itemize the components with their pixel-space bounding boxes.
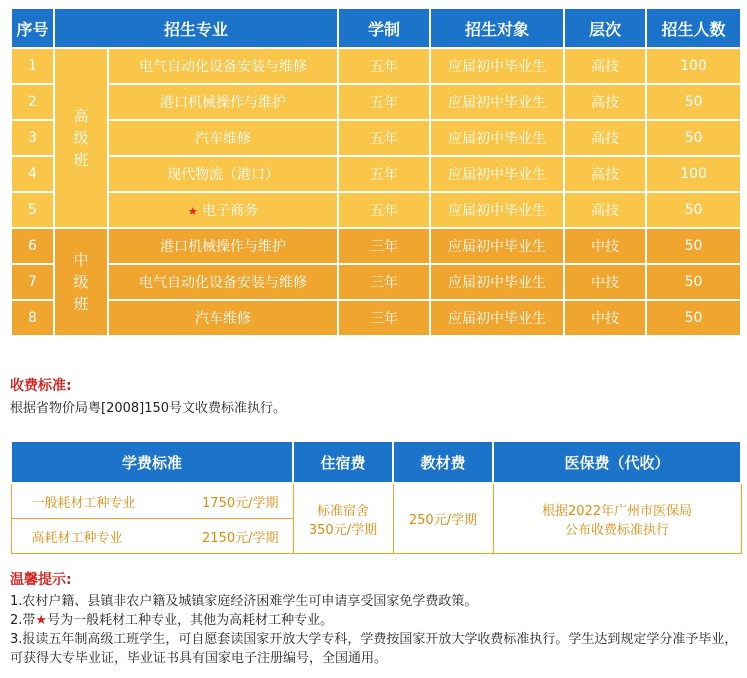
row-no: 1	[11, 48, 54, 84]
group-char: 级	[73, 129, 89, 147]
tuition-amount: 2150元/学期	[202, 530, 279, 546]
row-no: 5	[11, 192, 54, 228]
group-char: 班	[73, 151, 89, 169]
header-duration: 学制	[338, 8, 430, 48]
row-target: 应届初中毕业生	[430, 300, 564, 336]
row-level: 中技	[564, 228, 646, 264]
row-level: 高技	[564, 192, 646, 228]
row-duration: 三年	[338, 300, 430, 336]
row-target: 应届初中毕业生	[430, 264, 564, 300]
row-duration: 五年	[338, 156, 430, 192]
tips-title: 温馨提示:	[10, 572, 72, 588]
textbook-cell: 250元/学期	[393, 483, 493, 554]
table-row	[11, 264, 741, 300]
row-level: 高技	[564, 48, 646, 84]
fee-table	[10, 440, 742, 554]
fee-standard-note: 根据省物价局粤[2008]150号文收费标准执行。	[10, 401, 287, 416]
fee-standard-title: 收费标准:	[10, 378, 72, 394]
accommodation-cell	[293, 483, 393, 554]
row-duration: 五年	[338, 84, 430, 120]
table-row	[11, 48, 741, 84]
row-major: 港口机械操作与维护	[108, 228, 338, 264]
enrollment-table	[10, 7, 742, 337]
header-level: 层次	[564, 8, 646, 48]
tip-item: 1.农村户籍、县镇非农户籍及城镇家庭经济困难学生可申请享受国家免学费政策。	[10, 594, 478, 609]
tips-list	[10, 592, 740, 668]
row-count: 50	[646, 300, 741, 336]
row-target: 应届初中毕业生	[430, 48, 564, 84]
table-row	[11, 120, 741, 156]
group-char: 高	[73, 107, 89, 125]
tip-prefix: 2.带	[10, 613, 36, 628]
row-count: 50	[646, 84, 741, 120]
row-major: 电气自动化设备安装与维修	[108, 48, 338, 84]
star-icon: ★	[35, 613, 48, 628]
header-major: 招生专业	[54, 8, 338, 48]
insurance-line: 根据2022年广州市医保局	[541, 503, 693, 519]
row-count: 50	[646, 228, 741, 264]
tuition-amount: 1750元/学期	[202, 495, 279, 511]
table-row	[11, 300, 741, 336]
row-target: 应届初中毕业生	[430, 120, 564, 156]
row-no: 4	[11, 156, 54, 192]
tip-item: 3.报读五年制高级工班学生，可自愿套读国家开放大学专科，学费按国家开放大学收费标准执行。学生达到规定学分准予毕业，可获得大专毕业证，毕业证书具有国家电子注册编号，全国通用。	[10, 632, 738, 666]
star-icon: ★	[187, 205, 198, 218]
header-tuition: 学费标准	[11, 441, 293, 483]
row-duration: 五年	[338, 192, 430, 228]
row-no: 8	[11, 300, 54, 336]
header-accommodation: 住宿费	[293, 441, 393, 483]
group-advanced	[54, 48, 108, 228]
header-insurance: 医保费（代收）	[493, 441, 741, 483]
row-level: 中技	[564, 300, 646, 336]
row-count: 50	[646, 120, 741, 156]
row-target: 应届初中毕业生	[430, 156, 564, 192]
tip-text: 号为一般耗材工种专业，其他为高耗材工种专业。	[47, 613, 334, 628]
tuition-cell	[11, 483, 293, 519]
fee-header-row	[11, 441, 741, 483]
table-row	[11, 228, 741, 264]
fee-row	[11, 483, 741, 519]
tip-item	[10, 611, 740, 630]
row-major: 电气自动化设备安装与维修	[108, 264, 338, 300]
enrollment-header-row	[11, 8, 741, 48]
row-level: 中技	[564, 264, 646, 300]
tuition-cell	[11, 519, 293, 554]
row-level: 高技	[564, 84, 646, 120]
insurance-line: 公布收费标准执行	[564, 522, 669, 538]
row-no: 3	[11, 120, 54, 156]
row-major: 汽车维修	[108, 300, 338, 336]
row-no: 2	[11, 84, 54, 120]
tuition-type: 高耗材工种专业	[31, 530, 123, 546]
header-no: 序号	[11, 8, 54, 48]
row-target: 应届初中毕业生	[430, 192, 564, 228]
table-row	[11, 156, 741, 192]
header-count: 招生人数	[646, 8, 741, 48]
group-char: 级	[73, 273, 89, 291]
row-target: 应届初中毕业生	[430, 228, 564, 264]
group-char: 班	[73, 295, 89, 313]
row-duration: 五年	[338, 48, 430, 84]
accommodation-line: 350元/学期	[308, 522, 378, 538]
table-row	[11, 192, 741, 228]
row-major	[108, 192, 338, 228]
accommodation-line: 标准宿舍	[316, 503, 369, 519]
row-major: 港口机械操作与维护	[108, 84, 338, 120]
row-major-text: 电子商务	[202, 203, 259, 219]
header-textbook: 教材费	[393, 441, 493, 483]
tuition-type: 一般耗材工种专业	[31, 495, 136, 511]
row-count: 50	[646, 264, 741, 300]
table-row	[11, 84, 741, 120]
row-level: 高技	[564, 156, 646, 192]
row-major: 现代物流（港口）	[108, 156, 338, 192]
insurance-cell	[493, 483, 741, 554]
row-duration: 三年	[338, 264, 430, 300]
row-duration: 三年	[338, 228, 430, 264]
group-intermediate	[54, 228, 108, 336]
row-count: 50	[646, 192, 741, 228]
header-target: 招生对象	[430, 8, 564, 48]
row-duration: 五年	[338, 120, 430, 156]
row-no: 7	[11, 264, 54, 300]
group-char: 中	[73, 251, 89, 269]
row-no: 6	[11, 228, 54, 264]
row-target: 应届初中毕业生	[430, 84, 564, 120]
row-count: 100	[646, 156, 741, 192]
row-major: 汽车维修	[108, 120, 338, 156]
row-count: 100	[646, 48, 741, 84]
row-level: 高技	[564, 120, 646, 156]
